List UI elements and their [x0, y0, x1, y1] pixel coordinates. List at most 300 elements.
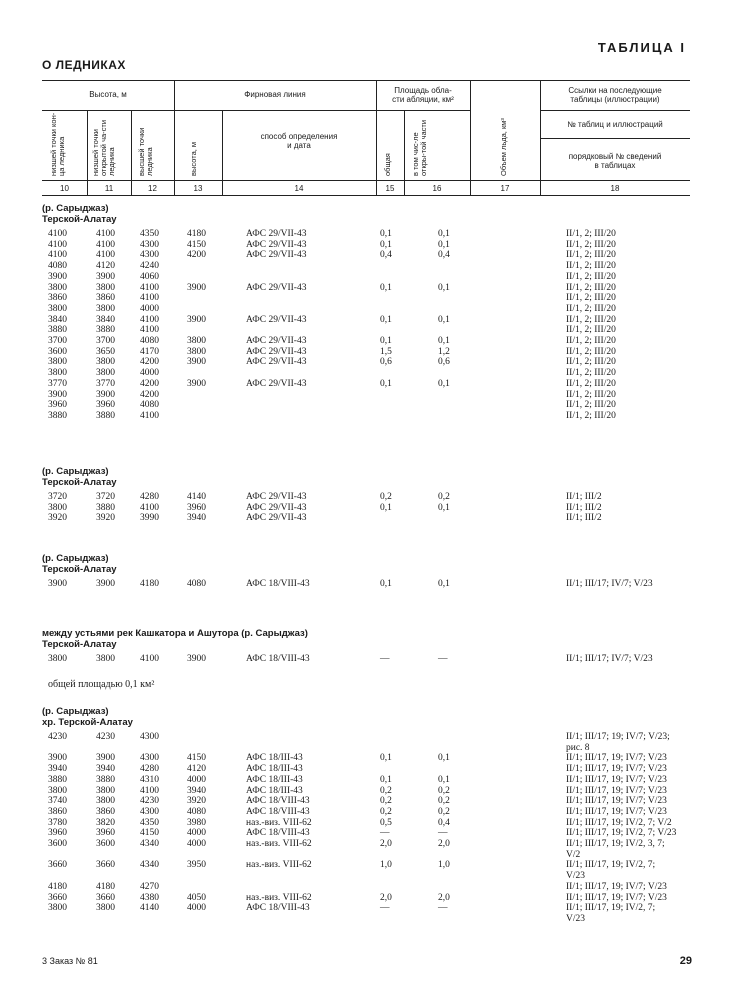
colnum-17: 17 — [500, 184, 510, 193]
cell-ablation-total: 0,1 — [380, 336, 392, 346]
cell-low-end: 3660 — [48, 860, 67, 871]
table-row — [0, 775, 732, 786]
cell-low-end: 3740 — [48, 796, 67, 807]
cell-refs: V/23 — [566, 913, 585, 924]
cell-high-point: 4280 — [140, 764, 159, 775]
table-row — [0, 315, 732, 326]
ablation-group-label — [376, 86, 470, 104]
cell-firn-height: 3900 — [187, 654, 206, 664]
cell-high-point: 4340 — [140, 839, 159, 849]
section-range: Терской-Алатау — [42, 477, 117, 488]
table-row — [0, 293, 732, 304]
section-header — [42, 706, 133, 728]
cell-firn-height: 3940 — [187, 513, 206, 524]
section-range: Терской-Алатау — [42, 564, 117, 575]
cell-firn-height: 3920 — [187, 796, 206, 807]
cell-high-point: 4300 — [140, 732, 159, 742]
cell-low-open: 3900 — [96, 753, 115, 764]
cell-low-end: 3960 — [48, 400, 67, 411]
cell-refs: II/1, 2; III/20 — [566, 250, 616, 261]
cell-refs: II/1, 2; III/20 — [566, 346, 616, 357]
table-row — [0, 807, 732, 818]
table-row — [0, 229, 732, 240]
cell-ablation-open: 0,1 — [438, 378, 450, 389]
cell-low-open: 3650 — [96, 346, 115, 357]
cell-low-open: 4100 — [96, 229, 115, 239]
cell-refs: II/1, 2; III/20 — [566, 239, 616, 250]
cell-high-point: 4180 — [140, 579, 159, 589]
cell-refs: II/1; III/2 — [566, 492, 602, 502]
cell-low-end: 3800 — [48, 502, 67, 513]
height-group-rule — [42, 110, 174, 111]
cell-firn-method: АФС 18/VIII-43 — [246, 796, 310, 807]
cell-high-point: 4080 — [140, 336, 159, 346]
cell-ablation-open: 0,6 — [438, 357, 450, 368]
cell-firn-method: АФС 29/VII-43 — [246, 336, 307, 346]
cell-firn-height: 4000 — [187, 903, 206, 914]
cell-firn-height: 3900 — [187, 378, 206, 389]
cell-high-point: 4300 — [140, 239, 159, 250]
cell-firn-height: 4080 — [187, 806, 206, 817]
refs-group-rule — [540, 110, 690, 111]
section-river: (р. Сарыджаз) — [42, 706, 109, 717]
cell-low-open: 3600 — [96, 839, 115, 849]
col11-header: низшей точки открытой ча-сти ледника — [91, 119, 116, 176]
firn-method-line2: и дата — [287, 141, 311, 150]
cell-low-open: 3860 — [96, 293, 115, 304]
cell-low-end: 4100 — [48, 229, 67, 239]
section-river: (р. Сарыджаз) — [42, 553, 109, 564]
cell-low-end: 3900 — [48, 579, 67, 589]
cell-firn-method: АФС 29/VII-43 — [246, 378, 307, 389]
cell-low-end: 4230 — [48, 732, 67, 742]
refs-sub2-line1: порядковый № сведений — [568, 152, 662, 161]
cell-firn-height: 3950 — [187, 860, 206, 871]
cell-ablation-total: 2,0 — [380, 839, 392, 849]
table-row — [0, 240, 732, 251]
cell-low-open: 4100 — [96, 250, 115, 261]
cell-ablation-total: 0,1 — [380, 378, 392, 389]
cell-firn-height: 3900 — [187, 357, 206, 368]
cell-refs: II/1, 2; III/20 — [566, 293, 616, 304]
cell-ablation-open: 0,4 — [438, 250, 450, 261]
cell-firn-method: АФС 29/VII-43 — [246, 492, 307, 502]
cell-refs: II/1; III/17, 19; IV/7; V/23 — [566, 774, 667, 785]
cell-low-open: 3960 — [96, 828, 115, 839]
cell-low-open: 3880 — [96, 410, 115, 421]
col-divider-15-16 — [404, 110, 405, 195]
cell-low-open: 3660 — [96, 892, 115, 903]
cell-firn-method: АФС 18/VIII-43 — [246, 654, 310, 664]
cell-refs: II/1, 2; III/20 — [566, 389, 616, 400]
cell-firn-height: 4080 — [187, 579, 206, 589]
firn-method-label — [222, 132, 376, 150]
colnum-10: 10 — [60, 184, 69, 193]
cell-firn-method: АФС 18/III-43 — [246, 774, 303, 785]
cell-low-open: 4180 — [96, 881, 115, 892]
cell-low-open: 3880 — [96, 774, 115, 785]
cell-low-end: 4080 — [48, 261, 67, 272]
table-row — [0, 390, 732, 401]
table-row — [0, 764, 732, 775]
cell-refs: II/1; III/17; IV/7; V/23 — [566, 654, 653, 664]
cell-low-open: 3720 — [96, 492, 115, 502]
cell-firn-height: 3800 — [187, 346, 206, 357]
cell-firn-height: 4150 — [187, 239, 206, 250]
cell-ablation-open: 0,1 — [438, 314, 450, 325]
cell-high-point: 4310 — [140, 774, 159, 785]
table-row — [0, 871, 732, 882]
table-row — [0, 250, 732, 261]
cell-refs: II/1, 2; III/20 — [566, 378, 616, 389]
col13-header: высота, м — [189, 141, 198, 176]
colnum-14: 14 — [294, 184, 304, 193]
section-river: (р. Сарыджаз) — [42, 466, 109, 477]
cell-ablation-open: 1,2 — [438, 346, 450, 357]
cell-ablation-total: 0,1 — [380, 314, 392, 325]
cell-high-point: 4350 — [140, 817, 159, 828]
footer-order-number: 3 Заказ № 81 — [42, 956, 98, 966]
section-header — [42, 466, 117, 488]
cell-low-open: 3880 — [96, 325, 115, 336]
cell-refs: II/1; III/17, 19; IV/7; V/23 — [566, 892, 667, 903]
table-row — [0, 860, 732, 871]
cell-ablation-total: — — [380, 903, 390, 914]
cell-high-point: 4340 — [140, 860, 159, 871]
cell-ablation-total: 0,2 — [380, 806, 392, 817]
cell-refs: II/1; III/17, 19; IV/7; V/23 — [566, 881, 667, 892]
cell-ablation-total: 0,1 — [380, 502, 392, 513]
cell-refs: II/1; III/2 — [566, 513, 602, 524]
cell-ablation-total: — — [380, 654, 390, 664]
cell-low-open: 3960 — [96, 400, 115, 411]
table-row — [0, 400, 732, 411]
cell-low-open: 4100 — [96, 239, 115, 250]
page-number: 29 — [679, 955, 692, 967]
cell-low-end: 3900 — [48, 271, 67, 282]
table-row — [0, 786, 732, 797]
cell-low-end: 4100 — [48, 250, 67, 261]
cell-high-point: 4240 — [140, 261, 159, 272]
ablation-label-line1: Площадь обла- — [394, 86, 452, 95]
header-bottom-rule — [42, 195, 690, 196]
cell-ablation-open: 0,1 — [438, 502, 450, 513]
cell-low-end: 3770 — [48, 378, 67, 389]
cell-firn-method: АФС 29/VII-43 — [246, 229, 307, 239]
cell-firn-height: 3900 — [187, 282, 206, 293]
table-row — [0, 818, 732, 829]
cell-high-point: 4100 — [140, 410, 159, 421]
cell-low-end: 3800 — [48, 303, 67, 314]
table-row — [0, 261, 732, 272]
table-row — [0, 283, 732, 294]
cell-high-point: 4060 — [140, 271, 159, 282]
cell-high-point: 4100 — [140, 282, 159, 293]
cell-low-open: 3900 — [96, 579, 115, 589]
cell-low-end: 3720 — [48, 492, 67, 502]
cell-low-end: 4100 — [48, 239, 67, 250]
col-divider-11-12 — [131, 110, 132, 195]
section-river: между устьями рек Кашкатора и Ашутора (р. Сарыджаз) — [42, 628, 308, 639]
cell-low-end: 3600 — [48, 839, 67, 849]
cell-high-point: 4200 — [140, 378, 159, 389]
cell-refs: II/1, 2; III/20 — [566, 357, 616, 368]
table-row — [0, 839, 732, 850]
section-header — [42, 628, 308, 650]
cell-firn-method: АФС 29/VII-43 — [246, 357, 307, 368]
cell-high-point: 4350 — [140, 229, 159, 239]
cell-refs: II/1, 2; III/20 — [566, 368, 616, 379]
refs-sub2-line2: в таблицах — [594, 161, 636, 170]
cell-low-end: 4180 — [48, 881, 67, 892]
cell-refs: II/1, 2; III/20 — [566, 314, 616, 325]
cell-firn-height: 4180 — [187, 229, 206, 239]
cell-high-point: 4300 — [140, 250, 159, 261]
cell-firn-height: 4000 — [187, 839, 206, 849]
cell-ablation-open: 0,1 — [438, 282, 450, 293]
cell-low-end: 3920 — [48, 513, 67, 524]
section-range: хр. Терской-Алатау — [42, 717, 133, 728]
table-row — [0, 379, 732, 390]
cell-ablation-total: — — [380, 828, 390, 839]
table-row — [0, 411, 732, 422]
cell-high-point: 4100 — [140, 502, 159, 513]
table-row — [0, 492, 732, 503]
cell-firn-height: 3960 — [187, 502, 206, 513]
cell-refs: II/1; III/17, 19; IV/2, 3, 7; — [566, 839, 665, 849]
cell-ablation-total: 0,2 — [380, 492, 392, 502]
header-mid-rule — [42, 180, 690, 181]
cell-low-open: 4230 — [96, 732, 115, 742]
colnum-15: 15 — [385, 184, 395, 193]
section-river: (р. Сарыджаз) — [42, 203, 109, 214]
cell-firn-method: АФС 18/VIII-43 — [246, 828, 310, 839]
cell-firn-method: АФС 18/III-43 — [246, 764, 303, 775]
cell-high-point: 4280 — [140, 492, 159, 502]
cell-refs: II/1, 2; III/20 — [566, 303, 616, 314]
cell-low-open: 3880 — [96, 502, 115, 513]
cell-refs: II/1, 2; III/20 — [566, 229, 616, 239]
col12-header: высшей точки ледника — [137, 127, 154, 176]
table-row — [0, 732, 732, 743]
cell-low-end: 3940 — [48, 764, 67, 775]
section-header — [42, 553, 117, 575]
cell-low-open: 3940 — [96, 764, 115, 775]
cell-ablation-total: 0,6 — [380, 357, 392, 368]
table-row — [0, 357, 732, 368]
cell-ablation-total: 0,5 — [380, 817, 392, 828]
cell-firn-method: наз.-виз. VIII-62 — [246, 892, 312, 903]
cell-low-end: 3900 — [48, 753, 67, 764]
cell-refs: V/2 — [566, 849, 581, 860]
cell-firn-height: 3940 — [187, 785, 206, 796]
cell-ablation-open: 0,2 — [438, 785, 450, 796]
cell-low-end: 3660 — [48, 892, 67, 903]
table-row — [0, 882, 732, 893]
cell-high-point: 4100 — [140, 314, 159, 325]
cell-low-open: 3840 — [96, 314, 115, 325]
section-header — [42, 203, 117, 225]
cell-refs: V/23 — [566, 871, 585, 882]
cell-low-open: 3700 — [96, 336, 115, 346]
refs-group-label — [540, 86, 690, 104]
cell-ablation-total: 0,1 — [380, 229, 392, 239]
cell-low-open: 3800 — [96, 785, 115, 796]
cell-low-open: 3800 — [96, 282, 115, 293]
ablation-group-rule — [376, 110, 470, 111]
table-row — [0, 272, 732, 283]
cell-low-open: 3920 — [96, 513, 115, 524]
cell-low-end: 3780 — [48, 817, 67, 828]
cell-high-point: 4000 — [140, 303, 159, 314]
table-row — [0, 579, 732, 590]
cell-ablation-open: — — [438, 903, 448, 914]
col16-header: в том чис-ле откры-той части — [411, 119, 428, 176]
cell-refs: II/1; III/17, 19; IV/7; V/23 — [566, 764, 667, 775]
cell-low-end: 3800 — [48, 785, 67, 796]
cell-low-end: 3800 — [48, 654, 67, 664]
cell-firn-method: наз.-виз. VIII-62 — [246, 839, 312, 849]
cell-low-open: 3800 — [96, 368, 115, 379]
cell-refs: II/1; III/17; IV/7; V/23 — [566, 579, 653, 589]
cell-refs: II/1, 2; III/20 — [566, 410, 616, 421]
cell-firn-method: АФС 29/VII-43 — [246, 239, 307, 250]
cell-high-point: 4230 — [140, 796, 159, 807]
table-row — [0, 368, 732, 379]
cell-high-point: 3990 — [140, 513, 159, 524]
cell-refs: II/1, 2; III/20 — [566, 400, 616, 411]
cell-firn-method: АФС 29/VII-43 — [246, 314, 307, 325]
cell-low-end: 3900 — [48, 389, 67, 400]
cell-low-end: 3800 — [48, 368, 67, 379]
table-row — [0, 325, 732, 336]
cell-refs: II/1; III/17; 19; IV/7; V/23; — [566, 732, 670, 742]
cell-ablation-open: 0,1 — [438, 774, 450, 785]
col-divider-16-17 — [470, 80, 471, 195]
cell-refs: II/1, 2; III/20 — [566, 336, 616, 346]
cell-low-end: 3800 — [48, 282, 67, 293]
cell-low-end: 3860 — [48, 806, 67, 817]
cell-ablation-open: 1,0 — [438, 860, 450, 871]
col17-header: Объем льда, км³ — [499, 118, 508, 176]
cell-firn-method: АФС 18/VIII-43 — [246, 806, 310, 817]
cell-low-open: 3900 — [96, 271, 115, 282]
section-note: общей площадью 0,1 км² — [48, 678, 155, 690]
cell-refs: II/1, 2; III/20 — [566, 261, 616, 272]
cell-firn-height: 4200 — [187, 250, 206, 261]
firn-group-rule — [174, 110, 376, 111]
cell-ablation-open: 0,1 — [438, 579, 450, 589]
cell-low-open: 3770 — [96, 378, 115, 389]
firn-group-label: Фирновая линия — [244, 90, 306, 99]
cell-ablation-total: 0,2 — [380, 785, 392, 796]
cell-firn-method: АФС 18/III-43 — [246, 785, 303, 796]
cell-refs: II/1, 2; III/20 — [566, 271, 616, 282]
cell-ablation-open: 0,1 — [438, 229, 450, 239]
cell-ablation-total: 0,1 — [380, 579, 392, 589]
table-row — [0, 914, 732, 925]
refs-label-line1: Ссылки на последующие — [568, 86, 662, 95]
cell-low-end: 3800 — [48, 903, 67, 914]
cell-firn-height: 4150 — [187, 753, 206, 764]
cell-firn-height: 4120 — [187, 764, 206, 775]
cell-firn-method: АФС 18/III-43 — [246, 753, 303, 764]
cell-refs: II/1; III/17, 19; IV/2, 7; V/23 — [566, 828, 677, 839]
cell-refs: II/1; III/17, 19; IV/7; V/23 — [566, 796, 667, 807]
cell-firn-method: АФС 29/VII-43 — [246, 513, 307, 524]
colnum-11: 11 — [104, 184, 114, 193]
cell-ablation-open: 0,1 — [438, 336, 450, 346]
cell-firn-height: 4050 — [187, 892, 206, 903]
cell-low-end: 3700 — [48, 336, 67, 346]
cell-firn-method: наз.-виз. VIII-62 — [246, 817, 312, 828]
cell-firn-method: АФС 29/VII-43 — [246, 346, 307, 357]
page-title: О ЛЕДНИКАХ — [42, 58, 126, 72]
col10-header: низшей точки кон-ца ледника — [49, 112, 66, 176]
cell-ablation-open: 0,4 — [438, 817, 450, 828]
cell-low-open: 3800 — [96, 654, 115, 664]
cell-refs: II/1; III/17, 19; IV/7; V/23 — [566, 806, 667, 817]
table-row — [0, 336, 732, 347]
cell-ablation-total: 2,0 — [380, 892, 392, 903]
table-row — [0, 513, 732, 524]
firn-method-line1: способ определения — [260, 132, 338, 141]
table-row — [0, 503, 732, 514]
refs-label-line2: таблицы (иллюстрации) — [570, 95, 660, 104]
table-row — [0, 753, 732, 764]
cell-ablation-total: 0,2 — [380, 796, 392, 807]
cell-high-point: 4300 — [140, 806, 159, 817]
cell-low-open: 3660 — [96, 860, 115, 871]
cell-low-open: 3860 — [96, 806, 115, 817]
cell-low-open: 3820 — [96, 817, 115, 828]
table-row — [0, 903, 732, 914]
table-row — [0, 893, 732, 904]
cell-ablation-open: 0,2 — [438, 492, 450, 502]
refs-sub1-label: № таблиц и иллюстраций — [567, 120, 663, 129]
cell-high-point: 4100 — [140, 654, 159, 664]
cell-low-open: 3900 — [96, 389, 115, 400]
header-top-rule — [42, 80, 690, 81]
cell-low-end: 3880 — [48, 325, 67, 336]
table-row — [0, 654, 732, 665]
cell-high-point: 4140 — [140, 903, 159, 914]
colnum-12: 12 — [148, 184, 157, 193]
cell-refs: II/1, 2; III/20 — [566, 325, 616, 336]
cell-refs: II/1; III/17, 19; IV/2, 7; — [566, 860, 656, 871]
cell-ablation-open: 2,0 — [438, 839, 450, 849]
refs-sub2-label — [540, 152, 690, 170]
colnum-16: 16 — [432, 184, 442, 193]
cell-refs: II/1; III/17, 19; IV/7; V/23 — [566, 753, 667, 764]
colnum-13: 13 — [193, 184, 203, 193]
cell-ablation-open: — — [438, 654, 448, 664]
col15-header: общая — [383, 153, 392, 176]
cell-ablation-open: 2,0 — [438, 892, 450, 903]
section-range: Терской-Алатау — [42, 639, 117, 650]
cell-low-open: 3800 — [96, 796, 115, 807]
cell-firn-height: 4000 — [187, 774, 206, 785]
col-divider-10-11 — [87, 110, 88, 195]
cell-firn-method: АФС 29/VII-43 — [246, 502, 307, 513]
cell-low-end: 3880 — [48, 774, 67, 785]
cell-high-point: 4080 — [140, 400, 159, 411]
refs-sub-rule — [540, 138, 690, 139]
cell-ablation-open: 0,2 — [438, 796, 450, 807]
cell-high-point: 4200 — [140, 389, 159, 400]
cell-firn-height: 3980 — [187, 817, 206, 828]
cell-low-end: 3960 — [48, 828, 67, 839]
